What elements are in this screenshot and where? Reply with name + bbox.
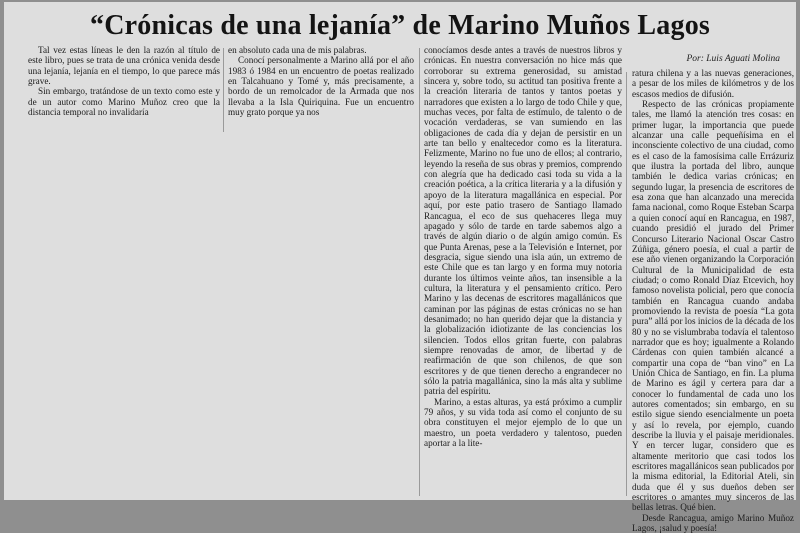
article-column-2: [228, 45, 414, 133]
article-headline: “Crónicas de una lejanía” de Marino Muños Lagos: [90, 10, 710, 41]
paragraph: ratura chilena y a las nuevas generaciones, a pesar de los miles de kilómetros y de los escasos medios de difusión.: [632, 68, 794, 99]
paragraph: en absoluto cada una de mis palabras.: [228, 45, 367, 55]
paragraph: Sin embargo, tratándose de un texto como este y de un autor como Marino Muñoz creo que la distancia temporal no invalidaría: [28, 86, 220, 118]
paragraph: conocíamos desde antes a través de nuestros libros y crónicas. En nuestra conversación no hice más que corroborar su extrema generosidad, su amistad sincera y, sobre todo, su actitud tan positiva frente a la creación literaria de tantos y tantos poetas y narradores que existen a lo largo de todo Chile y que, muchas veces, por falta de estímulo, de talento o de vocación verdaderas, se van sumiendo en las obligaciones de cada día y dejan de persistir en un arte tan bello y enaltecedor como es la literatura. Felizmente, Marino no fue uno de ellos; al contrario, leyendo la reseña de sus obras y premios, comprendo con alegría que ha dedicado casi toda su vida a la creación poética, a la crítica literaria y a la difusión y apoyo de la literatura magallánica en especial. Por aquí, por este patio trasero de Santiago llamado Rancagua, el eco de sus quehaceres llega muy apagado y sólo de tarde en tarde sabemos algo a través de algún diario o de algún amigo común. Es que Punta Arenas, pese a la Televisión e Internet, por desgracia, sigue siendo una isla aún, un extremo de este Chile que es tan largo y en forma muy notoria durante los últimos veinte años, tan insensible a la cultura, la literatura y el pensamiento crítico. Pero Marino y las decenas de escritores magallánicos que caminan por las páginas de estas crónicas no se han desanimado; no han querido dejar que la distancia y la globalización idiotizante de las conciencias los silencien. Todos ellos gritan fuerte, con palabras siempre renovadas de amor, de libertad y de reafirmación de que son chilenos, de que son escritores y de que tienen derecho a engrandecer no sólo la patria magallánica, sino la más alta y sublime patria del espíritu.: [424, 45, 622, 397]
column-divider: [223, 48, 224, 132]
paragraph: Conocí personalmente a Marino allá por el año 1983 ó 1984 en un encuentro de poetas realizado en Talcahuano y Tomé y, más precisamente, a bordo de un remolcador de la Armada que nos llevaba a la Isla Quiriquina. Fue un encuentro muy grato porque ya nos: [228, 55, 414, 118]
article-byline: Por: Luis Aguati Molina: [686, 54, 780, 64]
column-divider: [626, 72, 627, 496]
paragraph: Tal vez estas líneas le den la razón al título de este libro, pues se trata de una crónica venida desde una lejanía, lejanía en el tiempo, lo que parece más grave.: [28, 45, 220, 87]
column-divider: [419, 48, 420, 496]
paragraph: Desde Rancagua, amigo Marino Muñoz Lagos, ¡salud y poesía!: [632, 512, 794, 533]
article-column-4: [632, 68, 794, 533]
paragraph: Marino, a estas alturas, ya está próximo a cumplir 79 años, y su vida toda así como el conjunto de su obra constituyen el mejor ejemplo de lo que un maestro, un poeta verdadero y talentoso, pueden aportar a la lite-: [424, 396, 622, 449]
paragraph: Respecto de las crónicas propiamente tales, me llamó la atención tres cosas: en primer lugar, la importancia que puede alcanzar una calle pequeñísima en el inconsciente colectivo de una ciudad, como es el caso de la famosísima calle Errázuriz que ilustra la portada del libro, aunque también le dedica varias crónicas; en segundo lugar, la presencia de escritores de esa zona que han alcanzado una merecida fama nacional, como Roque Esteban Scarpa a quien conocí aquí en Rancagua, en 1987, cuando presidió el jurado del Primer Concurso Literario Nacional Oscar Castro Zúñiga, género poesía, el cual a partir de ese año vienen organizando la Corporación Cultural de la Municipalidad de esta ciudad; o como Ronald Díaz Etcevich, hoy famoso novelista policial, pero que conocía también en Rancagua cuando andaba promoviendo la revista de poesía “La gota pura” allá por los inicios de la década de los 80 y no se vislumbraba todavía el talentoso narrador que es hoy; igualmente a Rolando Cárdenas con quien también alcancé a compartir una copa de “ban vino” en La Unión Chica de Santiago, en fin. La pluma de Marino es ágil y certera para dar a conocer lo fundamental de cada uno los autores comentados; sin embargo, en su estilo sigue siendo esencialmente un poeta y así lo revela, por ejemplo, cuando describe la lluvia y el paisaje meridionales. Y en tercer lugar, considero que es altamente meritorio que casi todos los escritores magallánicos sean publicados por la misma editorial, la Editorial Ateli, sin duda que él y sus dueños deben ser escritores o amantes muy sinceros de las bellas letras. Qué bien.: [632, 99, 794, 513]
article-column-3: [424, 45, 622, 497]
newspaper-clipping: [4, 2, 796, 533]
article-column-1: [28, 45, 220, 133]
